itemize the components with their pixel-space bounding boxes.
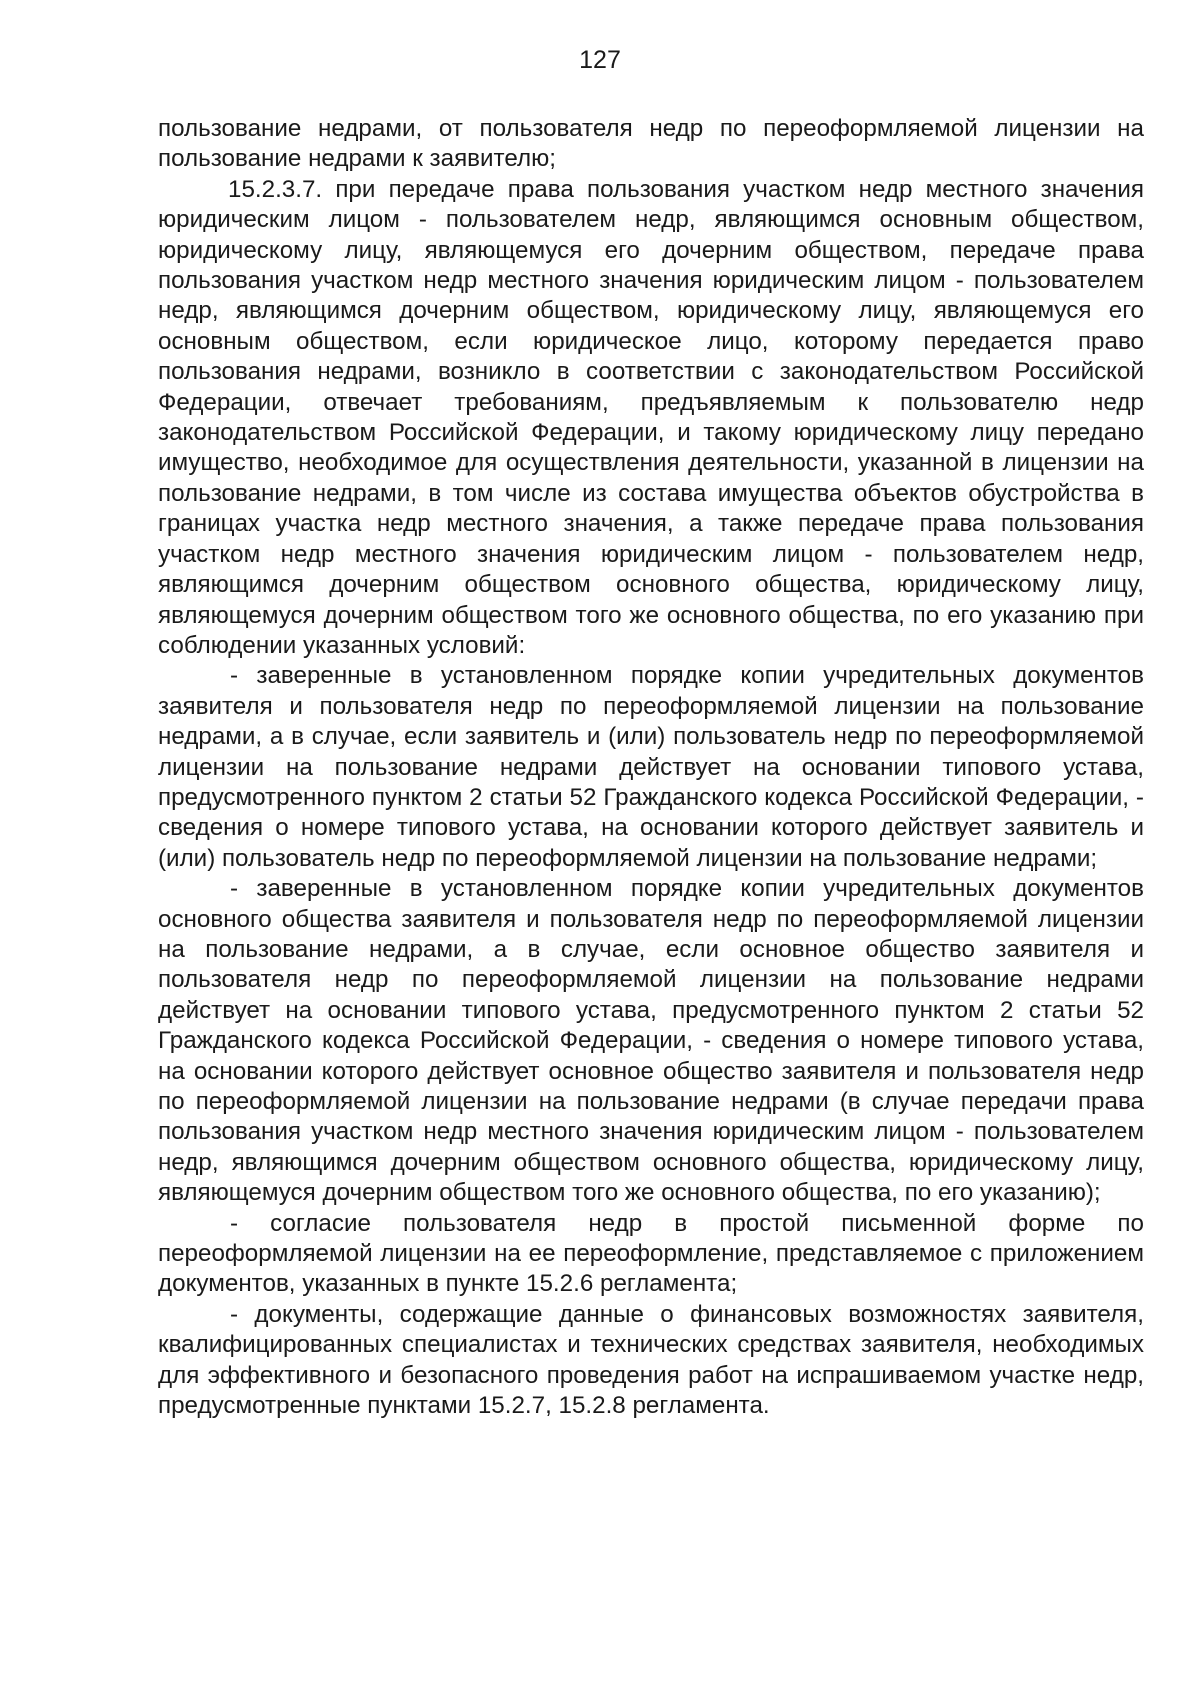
- list-item-capabilities-documents: - документы, содержащие данные о финансовых возможностях заявителя, квалифицированных специалистах и технических средствах заявителя, необходимых для эффективного и безопасного проведения работ на испрашиваемом участке недр, предусмотренные пунктами 15.2.7, 15.2.8 регламента.: [158, 1300, 1144, 1420]
- list-item-charter-documents: - заверенные в установленном порядке копии учредительных документов заявителя и пользователя недр по переоформляемой лицензии на пользование недрами, а в случае, если заявитель и (или) пользователь недр по переоформляемой лицензии на пользование недрами действует на основании типового устава, предусмотренного пунктом 2 статьи 52 Гражданского кодекса Российской Федерации, - сведения о номере типового устава, на основании которого действует заявитель и (или) пользователь недр по переоформляемой лицензии на пользование недрами;: [158, 662, 1144, 872]
- paragraph-continuation: пользование недрами, от пользователя недр по переоформляемой лицензии на пользование недрами к заявителю;: [158, 115, 1144, 173]
- paragraph-clause-15-2-3-7: 15.2.3.7. при передаче права пользования участком недр местного значения юридическим лицом - пользователем недр, являющимся основным обществом, юридическому лицу, являющемуся его дочерним обществом, передаче права пользования участком недр местного значения юридическим лицом - пользователем недр, являющимся дочерним обществом, юридическому лицу, являющемуся его основным обществом, если юридическое лицо, которому передается право пользования недрами, возникло в соответствии с законодательством Российской Федерации, отвечает требованиям, предъявляемым к пользователю недр законодательством Российской Федерации, и такому юридическому лицу передано имущество, необходимое для осуществления деятельности, указанной в лицензии на пользование недрами, в том числе из состава имущества объектов обустройства в границах участка недр местного значения, а также передаче права пользования участком недр местного значения юридическим лицом - пользователем недр, являющимся дочерним обществом основного общества, юридическому лицу, являющемуся дочерним обществом того же основного общества, по его указанию при соблюдении указанных условий:: [158, 175, 1144, 659]
- list-item-parent-charter-documents: - заверенные в установленном порядке копии учредительных документов основного общества заявителя и пользователя недр по переоформляемой лицензии на пользование недрами, а в случае, если основное общество заявителя и пользователя недр по переоформляемой лицензии на пользование недрами действует на основании типового устава, предусмотренного пунктом 2 статьи 52 Гражданского кодекса Российской Федерации, - сведения о номере типового устава, на основании которого действует основное общество заявителя и пользователя недр по переоформляемой лицензии на пользование недрами (в случае передачи права пользования участком недр местного значения юридическим лицом - пользователем недр, являющимся дочерним обществом основного общества, юридическому лицу, являющемуся дочерним обществом того же основного общества, по его указанию);: [158, 875, 1144, 1207]
- page-number: 127: [579, 46, 621, 74]
- list-item-consent: - согласие пользователя недр в простой письменной форме по переоформляемой лицензии на ее переоформление, представляемое с приложением документов, указанных в пункте 15.2.6 регламента;: [158, 1209, 1144, 1298]
- document-body: [158, 114, 1144, 1421]
